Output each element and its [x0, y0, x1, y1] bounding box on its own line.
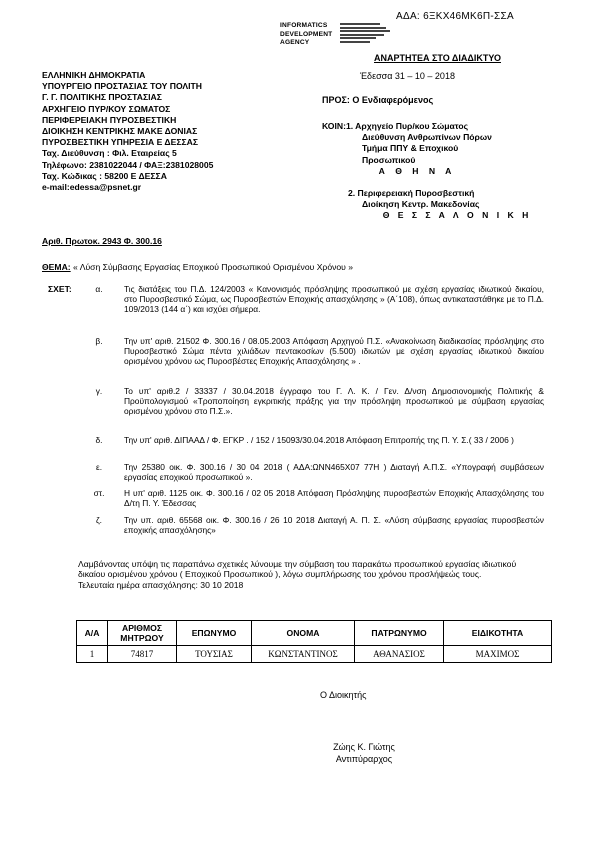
reference-mark: β. [95, 336, 103, 346]
references-label: ΣΧΕΤ: [48, 284, 72, 294]
recipient: ΠΡΟΣ: Ο Ενδιαφερόμενος [322, 95, 434, 105]
signatory-name: Ζώης Κ. Γιώτης [333, 742, 395, 752]
header-line: Ταχ. Διεύθυνση : Φιλ. Εταιρείας 5 [42, 148, 177, 159]
column-header: ΕΙΔΙΚΟΤΗΤΑ [444, 621, 552, 646]
subject-label: ΘΕΜΑ: [42, 262, 71, 272]
column-header: ΑΡΙΘΜΟΣ ΜΗΤΡΩΟΥ [108, 621, 177, 646]
logo-mark-icon [340, 23, 392, 45]
reference-text: Την υπ' αριθ. 21502 Φ. 300.16 / 08.05.2003 Απόφαση Αρχηγού Π.Σ. «Ανακοίνωση διαδικασίας πρόσληψης στο Πυροσβεστικό Σώμα πέντα χιλιάδων πεντακοσίων (5.500) ιδιωτών με σχέση εργασίας ιδιωτικού δικαίου ορισμένου χρόνου ως Πυροσβέστες Εποχικής Απασχόλησης » . [124, 336, 544, 367]
signatory-rank: Αντιπύραρχος [335, 754, 393, 764]
table-cell: 74817 [108, 646, 177, 663]
reference-mark: ζ. [95, 515, 103, 525]
reference-text: Η υπ' αριθ. 1125 οικ. Φ. 300.16 / 02 05 2018 Απόφαση Πρόσληψης πυροσβεστών Εποχικής Απασχόλησης του Δ/τη Π. Υ. Έδεσσας [124, 488, 544, 509]
table-cell: ΜΑΧΙΜΟΣ [444, 646, 552, 663]
logo-line-1: INFORMATICS [280, 22, 328, 29]
header-line: Τηλέφωνο: 2381022044 / ΦΑΞ:2381028005 [42, 159, 214, 170]
sender-header [42, 70, 213, 193]
place-date: Έδεσσα 31 – 10 – 2018 [360, 71, 455, 81]
column-header: ΠΑΤΡΩΝΥΜΟ [355, 621, 444, 646]
reference-mark: ε. [95, 462, 103, 472]
reference-text: Την υπ. αριθ. 65568 οικ. Φ. 300.16 / 26 10 2018 Διαταγή Α. Π. Σ. «Λύση σύμβασης εργασίας πυροσβεστών εποχικής απασχόλησης» [124, 515, 544, 536]
decision-text: Λαμβάνοντας υπόψη τις παραπάνω σχετικές λύνουμε την σύμβαση του παρακάτω προσωπικού εργασίας ιδιωτικού δικαίου ορισμένου χρόνου ( Εποχικού Προσωπικού ), λόγω συμπλήρωσης του χρόνου προσλήψεώς τους. [78, 559, 517, 580]
last-day: Τελευταία ημέρα απασχόλησης: 30 10 2018 [78, 579, 244, 590]
cc-city: Α Θ Η Ν Α [378, 165, 456, 176]
cc-line: 2. Περιφερειακή Πυροσβεστική [348, 188, 475, 199]
table-row [77, 646, 552, 663]
reference-mark: γ. [95, 386, 103, 396]
logo-line-3: AGENCY [280, 39, 310, 46]
reference-text: Τις διατάξεις του Π.Δ. 124/2003 « Κανονισμός πρόσληψης προσωπικού με σχέση εργασίας ιδιωτικού δικαίου, στο Πυροσβεστικό Σώμα, ως Πυροσβεστών Εποχικής απασχόλησης » (Α΄108), όπως αντικαταστάθηκε με το Π.Δ. 109/2013 (144 α΄) και ισχύει σήμερα. [124, 284, 544, 315]
header-line: ΠΕΡΙΦΕΡΕΙΑΚΗ ΠΥΡΟΣΒΕΣΤΙΚΗ [42, 114, 177, 125]
personnel-table [76, 620, 552, 663]
table-cell: 1 [77, 646, 108, 663]
reference-text: Το υπ' αριθ.2 / 33337 / 30.04.2018 έγγραφο του Γ. Λ. Κ. / Γεν. Δ/νση Δημοσιονομικής Πολιτικής & Προϋπολογισμού «Τροποποίηση εγκριτικής πράξης για την πρόσληψη προσωπικού με σύμβαση εργασίας ορισμένου χρόνου στο Π.Σ.». [124, 386, 544, 417]
informatics-development-agency-logo [280, 22, 412, 48]
reference-text: Την 25380 οικ. Φ. 300.16 / 30 04 2018 ( ΑΔΑ:ΩΝΝ465Χ07 77Η ) Διαταγή Α.Π.Σ. «Υπογραφή συμβάσεων εργασίας εποχικού προσωπικού ». [124, 462, 544, 483]
cc-line: Διεύθυνση Ανθρωπίνων Πόρων [362, 132, 492, 143]
body-paragraph [78, 559, 518, 590]
protocol-number: Αριθ. Πρωτοκ. 2943 Φ. 300.16 [42, 236, 162, 246]
subject-text: « Λύση Σύμβασης Εργασίας Εποχικού Προσωπικού Ορισμένου Χρόνου » [73, 262, 354, 272]
column-header: ΟΝΟΜΑ [252, 621, 355, 646]
signature-block [309, 741, 419, 765]
cc-line: ΚΟΙΝ:1. Αρχηγείο Πυρ/κου Σώματος [322, 121, 469, 131]
header-line: Ταχ. Κώδικας : 58200 Ε ΔΕΣΣΑ [42, 170, 167, 181]
reference-text: Την υπ' αριθ. ΔΙΠΑΑΔ / Φ. ΕΓΚΡ . / 152 / 15093/30.04.2018 Απόφαση Επιτροπής της Π. Υ. Σ.( 33 / 2006 ) [124, 435, 514, 445]
header-line: ΕΛΛΗΝΙΚΗ ΔΗΜΟΚΡΑΤΙΑ [42, 70, 146, 80]
table-header-row [77, 621, 552, 646]
header-line: ΥΠΟΥΡΓΕΙΟ ΠΡΟΣΤΑΣΙΑΣ ΤΟΥ ΠΟΛΙΤΗ [42, 81, 202, 92]
reference-mark: δ. [95, 435, 103, 445]
table-cell: ΑΘΑΝΑΣΙΟΣ [355, 646, 444, 663]
table-cell: ΚΩΝΣΤΑΝΤΙΝΟΣ [252, 646, 355, 663]
column-header: Α/Α [77, 621, 108, 646]
email-line: e-mail:edessa@psnet.gr [42, 182, 142, 193]
subject [42, 262, 353, 272]
header-line: ΑΡΧΗΓΕΙΟ ΠΥΡ/ΚΟΥ ΣΩΜΑΤΟΣ [42, 103, 171, 114]
header-line: Γ. Γ. ΠΟΛΙΤΙΚΗΣ ΠΡΟΣΤΑΣΙΑΣ [42, 92, 162, 103]
signatory-role: Ο Διοικητής [320, 690, 367, 700]
header-line: ΔΙΟΙΚΗΣΗ ΚΕΝΤΡΙΚΗΣ ΜΑΚΕ ΔΟΝΙΑΣ [42, 126, 198, 137]
ada-code: ΑΔΑ: 6ΞΚΧ46ΜΚ6Π-ΣΣΑ [396, 11, 514, 22]
cc-city: Θ Ε Σ Σ Α Λ Ο Ν Ι Κ Η [382, 210, 532, 221]
column-header: ΕΠΩΝΥΜΟ [177, 621, 252, 646]
header-line: ΠΥΡΟΣΒΕΣΤΙΚΗ ΥΠΗΡΕΣΙΑ Ε ΔΕΣΣΑΣ [42, 137, 199, 148]
reference-mark: στ. [93, 488, 105, 498]
cc-line: Διοίκηση Κεντρ. Μακεδονίας [362, 199, 480, 210]
posted-online-notice: ΑΝΑΡΤΗΤΕΑ ΣΤΟ ΔΙΑΔΙΚΤΥΟ [374, 53, 501, 63]
cc-line: Προσωπικού [362, 154, 416, 165]
logo-line-2: DEVELOPMENT [280, 30, 333, 38]
table-cell: ΤΟΥΣΙΑΣ [177, 646, 252, 663]
cc-recipients [322, 121, 572, 222]
cc-line: Τμήμα ΠΠΥ & Εποχικού [362, 143, 459, 154]
reference-mark: α. [95, 284, 103, 294]
